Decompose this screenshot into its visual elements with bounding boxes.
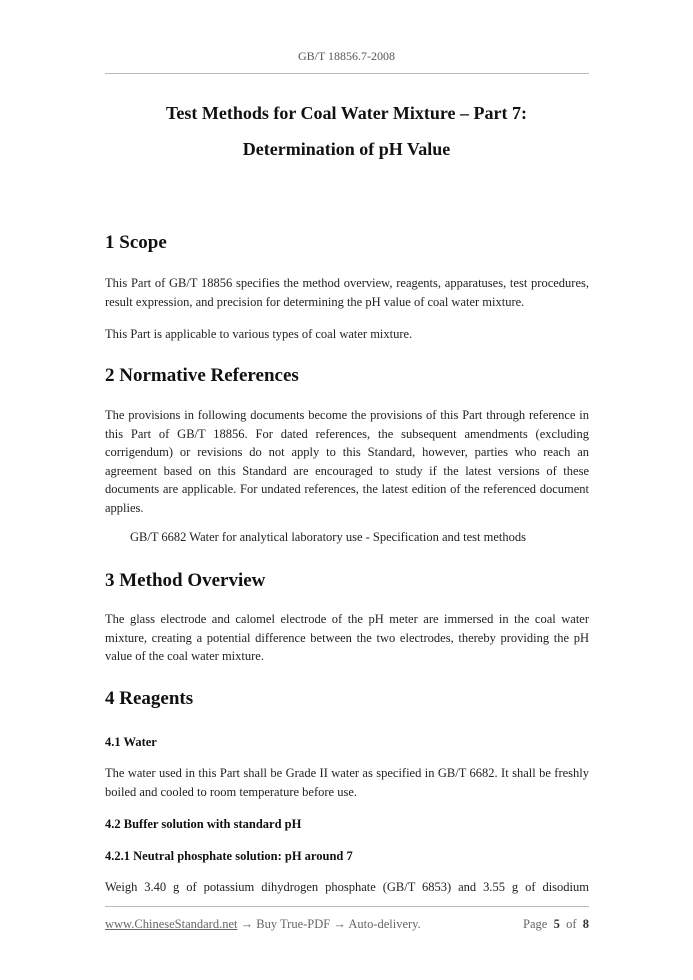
subsection-heading-neutral-phosphate: 4.2.1 Neutral phosphate solution: pH around 7 [105,849,353,863]
normative-paragraph: The provisions in following documents become the provisions of this Part through reference in this Part of GB/T 18856. For dated references, the subsequent amendments (excluding corrigendum) or revisions do not apply to this Standard, however, parties who reach an agreement based on this Standard are encouraged to study if the latest versions of these documents are applicable. For undated references, the latest edition of the referenced document applies. [105,408,589,515]
document-subtitle: Determination of pH Value [242,139,451,159]
footer-promo [105,917,421,932]
neutral-phosphate-paragraph: Weigh 3.40 g of potassium dihydrogen phosphate (GB/T 6853) and 3.55 g of disodium [105,880,589,894]
page-label: Page [523,917,548,931]
of-label: of [566,917,577,931]
scope-paragraph-1: This Part of GB/T 18856 specifies the method overview, reagents, apparatuses, test procedures, result expression, and precision for determining the pH value of coal water mixture. [105,276,589,309]
normative-reference-item: GB/T 6682 Water for analytical laboratory use - Specification and test methods [130,530,526,544]
section-heading-normative-references: 2 Normative References [105,365,299,386]
page-footer [105,917,589,932]
header-divider [105,73,589,74]
subsection-heading-water: 4.1 Water [105,735,157,749]
method-overview-paragraph: The glass electrode and calomel electrode of the pH meter are immersed in the coal water mixture, creating a potential difference between the two electrodes, thereby providing the pH value of the coal water mixture. [105,612,589,664]
buy-text: Buy True-PDF [256,917,331,931]
total-pages: 8 [582,917,589,931]
current-page: 5 [553,917,560,931]
arrow-icon: → [330,917,349,931]
delivery-text: Auto-delivery. [348,917,421,931]
section-heading-method-overview: 3 Method Overview [105,570,266,591]
arrow-icon: → [237,917,257,931]
document-title: Test Methods for Coal Water Mixture – Part 7: [166,103,527,123]
subsection-heading-buffer: 4.2 Buffer solution with standard pH [105,817,302,831]
running-header: GB/T 18856.7-2008 [297,49,396,63]
footer-divider [105,906,589,907]
page-number [523,917,589,932]
water-paragraph: The water used in this Part shall be Grade II water as specified in GB/T 6682. It shall be freshly boiled and cooled to room temperature before use. [105,766,589,799]
scope-paragraph-2: This Part is applicable to various types of coal water mixture. [105,327,413,341]
section-heading-scope: 1 Scope [105,232,167,253]
section-heading-reagents: 4 Reagents [105,688,194,709]
chinesestandard-link[interactable]: www.ChineseStandard.net [105,917,238,931]
